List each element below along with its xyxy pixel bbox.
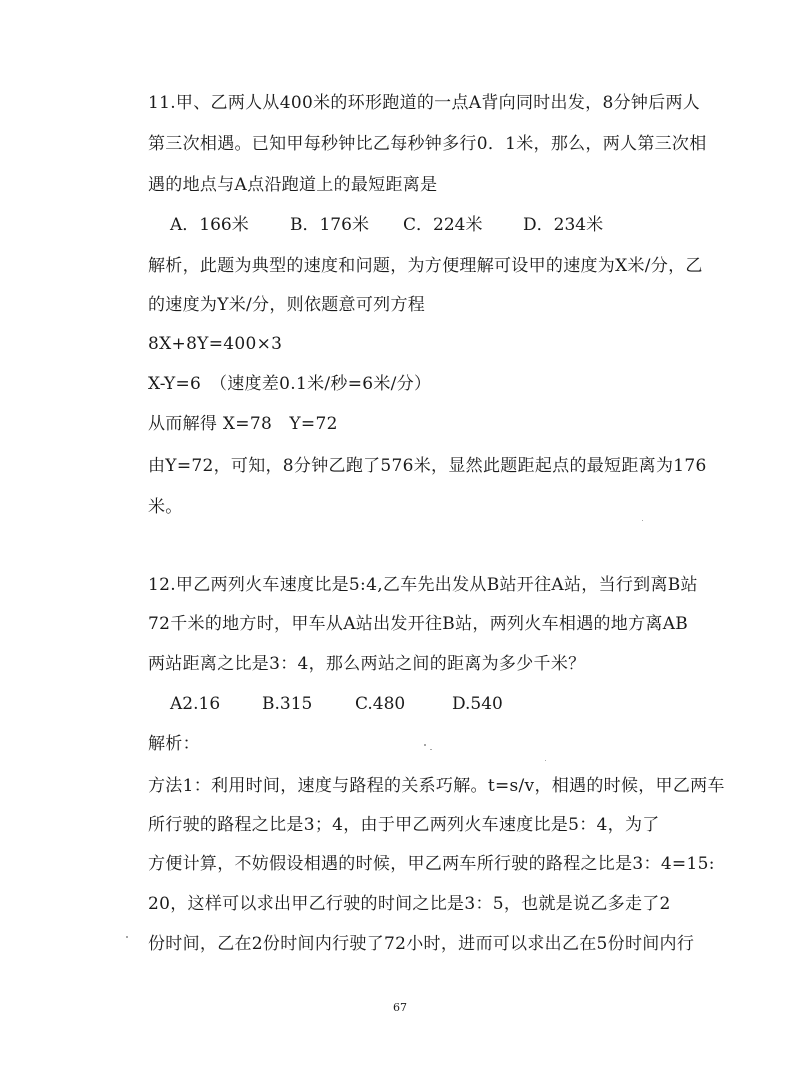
scan-speck: [424, 744, 426, 746]
q12-method-line-2: 所行驶的路程之比是3；4，由于甲乙两列火车速度比是5：4，为了: [148, 815, 660, 835]
q12-method-line-3: 方便计算，不妨假设相遇的时候，甲乙两车所行驶的路程之比是3：4=15:: [148, 854, 715, 874]
q11-conclusion-line-1: 由Y=72，可知，8分钟乙跑了576米，显然此题距起点的最短距离为176: [148, 456, 707, 476]
q11-equation-1: 8X+8Y=400×3: [148, 334, 283, 354]
q12-method-line-5: 份时间，乙在2份时间内行驶了72小时，进而可以求出乙在5份时间内行: [148, 934, 695, 954]
q11-solution: 从而解得 X=78 Y=72: [148, 414, 338, 434]
q11-equation-2: X-Y=6 （速度差0.1米/秒=6米/分）: [148, 374, 432, 394]
scan-speck: [126, 936, 128, 938]
scan-speck: [430, 749, 432, 750]
q11-question-line-1: 11.甲、乙两人从400米的环形跑道的一点A背向同时出发，8分钟后两人: [148, 93, 701, 113]
q12-question-line-1: 12.甲乙两列火车速度比是5:4,乙车先出发从B站开往A站，当行到离B站: [148, 575, 698, 595]
q12-choice-a: A2.16: [170, 694, 221, 714]
q11-choice-d: D．234米: [523, 215, 604, 235]
scan-speck: [545, 760, 546, 761]
q11-question-line-2: 第三次相遇。已知甲每秒钟比乙每秒钟多行0．1米，那么，两人第三次相: [148, 134, 707, 154]
q11-analysis-line-2: 的速度为Y米/分，则依题意可列方程: [148, 295, 426, 315]
page-number: 67: [393, 1001, 407, 1014]
q12-choice-d: D.540: [452, 694, 503, 714]
q12-question-line-3: 两站距离之比是3：4，那么两站之间的距离为多少千米？: [148, 654, 586, 674]
q11-choice-c: C．224米: [403, 215, 483, 235]
q12-choice-c: C.480: [355, 694, 406, 714]
q12-question-line-2: 72千米的地方时，甲车从A站出发开往B站，两列火车相遇的地方离AB: [148, 614, 689, 634]
q11-question-line-3: 遇的地点与A点沿跑道上的最短距离是: [148, 175, 438, 195]
q11-choice-b: B．176米: [290, 215, 369, 235]
q11-conclusion-line-2: 米。: [148, 497, 183, 517]
q12-method-line-1: 方法1：利用时间，速度与路程的关系巧解。t=s/v，相遇的时候，甲乙两车: [148, 776, 725, 796]
q12-method-line-4: 20，这样可以求出甲乙行驶的时间之比是3：5，也就是说乙多走了2: [148, 894, 671, 914]
scan-speck: [642, 520, 643, 521]
q12-analysis-heading: 解析：: [148, 734, 200, 754]
q11-choice-a: A．166米: [170, 215, 249, 235]
q12-choice-b: B.315: [262, 694, 313, 714]
q11-analysis-line-1: 解析，此题为典型的速度和问题，为方便理解可设甲的速度为X米/分，乙: [148, 256, 703, 276]
